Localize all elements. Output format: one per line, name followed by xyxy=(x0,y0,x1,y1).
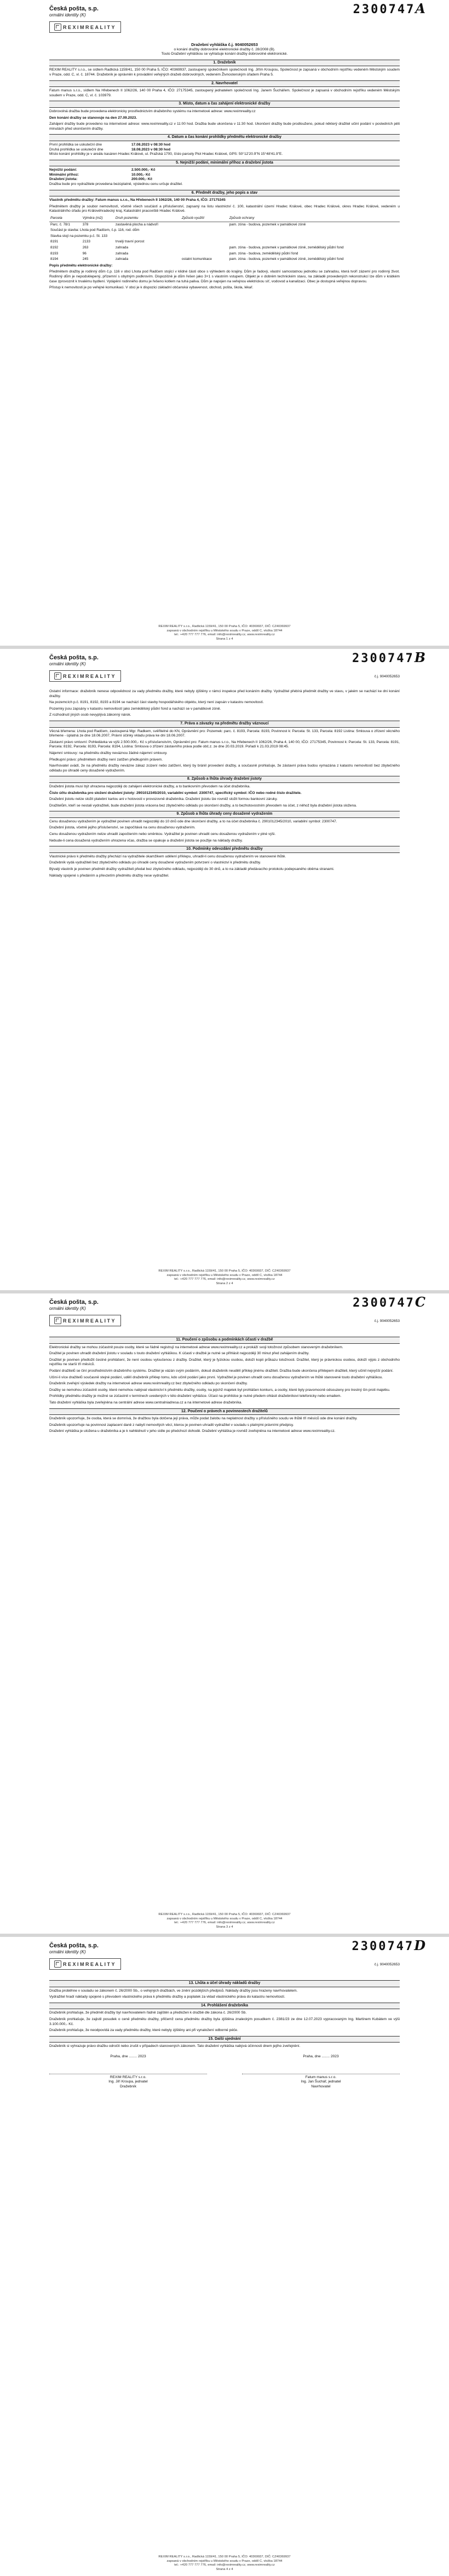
page-suffix: D xyxy=(414,1937,427,1953)
document-number: 2300747D xyxy=(352,1937,427,1953)
section-heading: 5. Nejnižší podání, minimální příhoz a dražební jistota xyxy=(49,160,400,167)
paragraph: Dražebník zveřejní výsledek dražby na internetové adrese www.reximreality.cz bez zbytečného odkladu po skončení dražby. xyxy=(49,1382,248,1386)
paragraph: Dražební jistota, včetně jejího příslušenství, se započítává na cenu dosaženou vydražením. xyxy=(49,826,195,830)
page-footer: REXIM REALITY s.r.o., Radlická 1159/41, 150 00 Praha 5, IČO: 40369937, DIČ: CZ40369937 zapsaná v obchodním rejstříku u Městského soudu v Praze, oddíl C, vložka 18744 tel.: +420 777 777 776, email: info@reximreality.cz, www.reximreality.cz Strana 3 z 4 xyxy=(0,1913,449,1929)
page-ref: č.j. 9040052653 xyxy=(374,1963,400,1966)
section-heading: 11. Poučení o způsobu a podmínkách účasti v dražbě xyxy=(49,1337,400,1344)
paragraph: Dražitel je povinen uhradit dražební jistotu v souladu s touto dražební vyhláškou. K účasti v dražbě je nutné se přihlásit nejpozději 30 minut před zahájením dražby. xyxy=(49,1351,309,1356)
page-suffix: B xyxy=(414,649,427,665)
dept-name: ormálni identity (K) xyxy=(49,1306,86,1311)
paragraph: Nájemní smlouvy: na předmětu dražby neváznou žádné nájemní smlouvy. xyxy=(49,751,168,755)
paragraph: Předmětem dražby je soubor nemovitostí, včetně všech součástí a příslušenství, zapsaný na listu vlastnictví č. 100, katastrální území Hradec Králové, obec Hradec Králové, okres Hradec Králové, vedeném u Katastrálního úřadu pro Královéhradecký kraj, Katastrální pracoviště Hradec Králové. xyxy=(49,204,400,213)
page-ref: č.j. 9040052653 xyxy=(374,1319,400,1323)
value: 10.000,- Kč xyxy=(131,172,151,177)
page-footer: REXIM REALITY s.r.o., Radlická 1159/41, 150 00 Praha 5, IČO: 40369937, DIČ: CZ40369937 zapsaná v obchodním rejstříku u Městského soudu v Praze, oddíl C, vložka 18744 tel.: +420 777 777 776, email: info@reximreality.cz, www.reximreality.cz Strana 1 z 4 xyxy=(0,625,449,641)
paragraph: Prohlídky předmětu dražby je možné se zúčastnit v termínech uvedených v této dražební vyhlášce. Účast na prohlídce je nutné předem ohlásit dražebníkovi telefonicky nebo emailem. xyxy=(49,1394,342,1399)
org-name: Česká pošta, s.p. xyxy=(49,1299,99,1306)
page-header xyxy=(49,1,427,40)
section-heading: 6. Předmět dražby, jeho popis a stav xyxy=(49,190,400,197)
section-heading: 10. Podmínky odevzdání předmětu dražby xyxy=(49,846,400,853)
dept-name: ormálni identity (K) xyxy=(49,13,86,18)
paragraph: Dražitelům, kteří se nestali vydražiteli, bude dražební jistota vrácena bez zbytečného odkladu po skončení dražby, a to bezhotovostním převodem na účet, z něhož byla dražební jistota složena. xyxy=(49,803,357,808)
column-header: Způsob ochrany xyxy=(228,216,400,222)
place-date: Praha, dne ........ 2023 xyxy=(110,2054,146,2058)
paragraph: Náklady spojené s předáním a převzetím předmětu dražby nese vydražitel. xyxy=(49,873,169,878)
paragraph: Popis předmětu elektronické dražby: xyxy=(49,263,113,268)
paragraph: Cenu dosaženou vydražením je vydražitel povinen uhradit nejpozději do 10 dnů ode dne skončení dražby, a to na účet dražebníka č. 2901012345/2010, variabilní symbol: 2300747. xyxy=(49,819,337,823)
paragraph: Dražební jistota musí být uhrazena nejpozději do zahájení elektronické dražby, a to bankovním převodem na účet dražebníka. xyxy=(49,784,251,788)
section-heading: 13. Lhůta a účel úhrady nákladů dražby xyxy=(49,1980,400,1987)
paragraph: Místo konání prohlídky je v areálu kasáren Hradec Králové, ul. Pražská 1700, číslo parcely Plot Hradec Králové, GPS: 50°12'20.9"N 15°48'41.9"E. xyxy=(49,152,283,156)
page-4 xyxy=(0,1937,449,2576)
value: 200.000,- Kč xyxy=(131,177,153,182)
value: 18.08.2023 v 08:30 hod xyxy=(131,147,171,152)
paragraph: Fatum manus s.r.o., sídlem Na Hřebenech II 1062/26, 140 00 Praha 4, IČO: 27175345, zastoupený jednatelem společnosti Ing. Janem Šuchářem. Společnost je zapsaná v obchodním rejstříku vedeném Městským soudem v Praze, odd. C, vl. č. 103979. xyxy=(49,89,400,97)
paragraph: Navrhovatel uvádí, že na předmětu dražby nevázne zákaz zcizení nebo zatížení, který by bránil provedení dražby, a současně prohlašuje, že zástavní práva budou vymazána z katastru nemovitostí bez zbytečného odkladu po úhradě ceny dosažené vydražením. xyxy=(49,764,400,773)
value: 17.08.2023 v 08:30 hod xyxy=(131,142,171,147)
paragraph: Den konání dražby se stanovuje na den 27.09.2023. xyxy=(49,115,137,120)
section-heading: 8. Způsob a lhůta úhrady dražební jistoty xyxy=(49,776,400,783)
dept-name: ormálni identity (K) xyxy=(49,1950,86,1954)
paragraph: Dražebník vydá vydražiteli bez zbytečného odkladu po úhradě ceny dosažené vydražením potvrzení o vlastnictví k předmětu dražby. xyxy=(49,861,261,865)
section-heading: 12. Poučení o právech a povinnostech dražitelů xyxy=(49,1408,400,1415)
page-suffix: C xyxy=(415,1294,427,1310)
signature-dražebník: Praha, dne ........ 2023 REXIM REALITY s.r.o. Ing. Jiří Kroupa, jednatel Dražebník xyxy=(49,2055,207,2089)
paragraph: Na pozemcích p.č. 8191, 8192, 8193 a 8194 se nachází část stavby hospodářského objektu, který není zapsán v katastru nemovitostí. xyxy=(49,700,264,705)
paragraph: Zástavní právo smluvní: Pohledávka ve výši 2.500.000,- Kč s příslušenstvím, Oprávnění pro: Fatum manus s.r.o., Na Hřebenech II 1062/26, Praha 4, 140 00, IČO: 27175345, Povinnost k: Parcela: St. 133, Parcela: 8191, Parcela: 8192, Parcela: 8193, Parcela: 8194, Listina: Smlouva o zřízení zástavního práva podle obč.z. ze dne 20.03.2019. Pořadí k 21.03.2019 08:45. xyxy=(49,740,400,749)
document-number: 2300747A xyxy=(353,1,427,16)
label: První prohlídka se uskuteční dne xyxy=(49,142,102,147)
table-row: 8193 96 zahrada pam. zóna - budova, zemědělský půdní fond xyxy=(50,251,298,256)
label: Minimální příhoz: xyxy=(49,172,79,177)
company-logo: REXIMREALITY xyxy=(49,1958,121,1970)
section-heading: 9. Způsob a lhůta úhrady ceny dosažené vydražením xyxy=(49,811,400,818)
section-heading: 1. Dražebník xyxy=(49,60,400,67)
company-logo: REXIMREALITY xyxy=(49,21,121,33)
paragraph: Dražba bude pro vydražitele provedena bezúplatně, výslednou cenu určuje dražitel. xyxy=(49,182,183,187)
table-row: 8192 263 zahrada pam. zóna - budova, pozemek v památkové zóně, zemědělský půdní fond xyxy=(50,246,344,250)
paragraph: Dražitel je povinen předložit čestné prohlášení, že není osobou vyloučenou z dražby. Dražitel, který je fyzickou osobou, doloží kopii průkazu totožnosti. Dražitel, který je právnickou osobou, doloží výpis z obchodního rejstříku ne starší tří měsíců. xyxy=(49,1357,400,1367)
paragraph: Dražba proběhne v souladu se zákonem č. 26/2000 Sb., o veřejných dražbách, ve znění pozdějších předpisů. Náklady dražby jsou hrazeny navrhovatelem. xyxy=(49,1988,298,1993)
paragraph: Číslo účtu dražebníka pro složení dražební jistoty: 2901012345/2010, variabilní symbol: 2300747, specifický symbol: IČO nebo rodné číslo dražitele. xyxy=(49,791,302,795)
section-heading: 15. Další ujednání xyxy=(49,2036,400,2043)
table-row: 8191 2133 trvalý travní porost xyxy=(50,240,145,244)
paragraph: Dražebník upozorňuje, že osoba, která se domnívá, že dražbou byla dotčena její práva, může podat žalobu na neplatnost dražby u příslušného soudu ve lhůtě tří měsíců ode dne konání dražby. xyxy=(49,1417,358,1421)
paragraph: Vlastník předmětu dražby: Fatum manus s.r.o., Na Hřebenech II 1062/26, 140 00 Praha 4, IČO: 27175345 xyxy=(49,198,226,202)
paragraph: Dražebník prohlašuje, že zajistil posudek o ceně předmětu dražby, přičemž cena předmětu dražby byla zjištěna znaleckým posudkem č. 2381/23 ze dne 12.07.2023 vypracovaným Ing. Martinem Kubátem ve výši 3.100.000,- Kč. xyxy=(49,2017,400,2026)
org-name: Česká pošta, s.p. xyxy=(49,654,99,661)
column-header: Parcela xyxy=(49,216,82,222)
signature-block xyxy=(49,2055,400,2089)
table-row: 8194 245 zahrada ostatní komunikace pam. zóna - budova, pozemek v památkové zóně, zemědělský půdní fond xyxy=(50,257,344,262)
table-row: Parc. č. 78/1 378 zastavěná plocha a nádvoří pam. zóna - budova, pozemek v památkové zóně xyxy=(50,222,306,227)
table-row: Součást je stavba: Lhota pod Radčem, č.p. 116, rod. dům xyxy=(50,228,140,233)
page-header xyxy=(49,649,427,689)
section-heading: 3. Místo, datum a čas zahájení elektronické dražby xyxy=(49,101,400,108)
org-name: Česká pošta, s.p. xyxy=(49,5,99,12)
paragraph: Předmětem dražby je rodinný dům č.p. 116 v obci Lhota pod Radčem stojící v klidné části obce s výhledem do krajiny. Dům je řadový, vlastní samostatnou jednotku se zahradou, která tvoří zázemí pro rodinný život. Rodinný dům je nepodsklepený, přízemní s obytným podkrovím. Dispozičně je dům řešen jako 3+1 s vlastním vstupem. Objekt je v dobrém technickém stavu, na základě provedených rekonstrukcí lze dům v krátkém čase zprovoznit k trvalému bydlení. Vytápění rodinného domu je řešeno kotlem na tuhá paliva. Dům je napojen na veřejnou elektrickou síť, vodovod a kanalizaci. Obec je dostupná veřejnou dopravou. xyxy=(49,270,400,283)
paragraph: Cenu dosaženou vydražením nelze uhradit započtením nebo směnkou. Vydražitel je povinen uhradit cenu dosaženou vydražením v plné výši. xyxy=(49,832,276,837)
page-number: Strana 2 z 4 xyxy=(216,1281,233,1285)
place-date: Praha, dne ........ 2023 xyxy=(303,2054,339,2058)
paragraph: Dražebník si vyhrazuje právo dražbu odročit nebo zrušit v případech stanovených zákonem. Tato dražební vyhláška nabývá účinnosti dnem jejího zveřejnění. xyxy=(49,2044,301,2049)
page-1 xyxy=(0,0,449,646)
table-row: Stavba stojí na pozemku p.č. St. 133 xyxy=(50,234,108,238)
paragraph: Ostatní informace: dražebník nenese odpovědnost za vady předmětu dražby, které nebyly zjištěny v rámci inspekce před konáním dražby. Vydražitel přebírá předmět dražby ve stavu, v jakém se nachází ke dni konání dražby. xyxy=(49,689,400,698)
dept-name: ormálni identity (K) xyxy=(49,662,86,666)
page-ref: č.j. 9040052653 xyxy=(374,675,400,678)
paragraph: Vlastnické právo k předmětu dražby přechází na vydražitele okamžikem udělení příklepu, uhradil-li cenu dosaženou vydražením ve stanovené lhůtě. xyxy=(49,854,286,858)
page-header xyxy=(49,1937,427,1977)
paragraph: Dražební vyhláška je uložena u dražebníka a je k nahlédnutí v jeho sídle po předchozí dohodě. Dražební vyhláška je rovněž zveřejněna na internetové adrese www.reximreality.cz. xyxy=(49,1429,336,1434)
section-heading: 7. Práva a závazky na předmětu dražby váznoucí xyxy=(49,721,400,728)
column-header: Způsob využití xyxy=(181,216,228,222)
value: 2.500.000,- Kč xyxy=(131,168,156,172)
page-suffix: A xyxy=(415,1,427,16)
column-header: Druh pozemku xyxy=(114,216,181,222)
page-header xyxy=(49,1294,427,1334)
paragraph: Elektronické dražby se mohou zúčastnit pouze osoby, které se řádně registrují na internetové adrese www.reximreality.cz a prokáží svoji totožnost způsobem stanoveným dražebníkem. xyxy=(49,1345,343,1349)
page-footer: REXIM REALITY s.r.o., Radlická 1159/41, 150 00 Praha 5, IČO: 40369937, DIČ: CZ40369937 zapsaná v obchodním rejstříku u Městského soudu v Praze, oddíl C, vložka 18744 tel.: +420 777 777 776, email: info@reximreality.cz, www.reximreality.cz Strana 4 z 4 xyxy=(0,2555,449,2572)
section-heading: 2. Navrhovatel xyxy=(49,80,400,88)
plots-table xyxy=(49,216,400,263)
company-logo: REXIMREALITY xyxy=(49,670,121,682)
page-number: Strana 4 z 4 xyxy=(216,2567,233,2571)
paragraph: Dražební jistotu nelze složit platební kartou ani v hotovosti v provozovně dražebníka. Dražební jistotu lze rovněž složit formou bankovní záruky. xyxy=(49,797,278,802)
label: Druhá prohlídka se uskuteční dne xyxy=(49,147,103,152)
paragraph: Dobrovolná dražba bude provedena elektronicky prostřednictvím dražebního systému na internetové adrese: www.reximreality.cz xyxy=(49,109,256,113)
section-heading: 14. Prohlášení dražebníka xyxy=(49,2003,400,2010)
paragraph: Věcná břemena: Lhota pod Radčem, zastoupená Mgr. Radkem, svěřitelné do KN, Oprávnění pro: Pozemek: parc. č. 8193, Parcela: 8193, Povinnost k: Parcela: St. 133, Parcela: 8192 Listina: Smlouva o zřízení věcného břemene - úplatná ze dne 18.06.2007, Právní účinky vkladu práva ke dni 18.06.2007. xyxy=(49,729,400,738)
paragraph: Tato dražební vyhláška byla zveřejněna na centrální adrese www.centralniadresa.cz a na internetové adrese dražebníka. xyxy=(49,1400,243,1405)
paragraph: Přístup k nemovitosti je po veřejné komunikaci. V obci je k dispozici základní občanská vybavenost, obchod, pošta, škola, lékař. xyxy=(49,286,254,290)
page-number: Strana 1 z 4 xyxy=(216,637,233,641)
paragraph: Z rozhodnutí jiných osob nevyplývá zákonný nárok. xyxy=(49,713,131,717)
label: Nejnižší podání: xyxy=(49,168,77,172)
page-2 xyxy=(0,649,449,1290)
label: Dražební jistota: xyxy=(49,177,78,182)
org-name: Česká pošta, s.p. xyxy=(49,1942,99,1949)
paragraph: Zahájení dražby bude provedeno na internetové adrese: www.reximreality.cz v 11:00 hod. Dražba bude ukončena v 11:30 hod. Ukončení dražby bude prodlouženo, pokud některý dražitel učiní podání v posledních pěti minutách před ukončením dražby. xyxy=(49,122,400,131)
paragraph: Vydražitel hradí náklady spojené s převodem vlastnického práva k předmětu dražby a poplatek za vklad vlastnického práva do katastru nemovitostí. xyxy=(49,1995,285,1999)
paragraph: Učiní-li více dražitelů současně stejné podání, udělí dražebník příklep tomu, kdo učinil podání jako první. Vydražitel je povinen uhradit cenu dosaženou vydražením ve lhůtě stanovené touto dražební vyhláškou. xyxy=(49,1375,383,1379)
section-heading: 4. Datum a čas konání prohlídky předmětu elektronické dražby xyxy=(49,134,400,141)
column-header: Výměra (m2) xyxy=(82,216,114,222)
paragraph: Pozemky jsou zapsány v katastru nemovitostí jako zemědělský půdní fond a nachází se v památkové zóně. xyxy=(49,706,221,711)
paragraph: Dražebník prohlašuje, že předmět dražby byl navrhovatelem řádně zajištěn a předložen k dražbě dle zákona č. 26/2000 Sb. xyxy=(49,2011,247,2015)
document-title: Dražební vyhláška č.j. 9040052653 o konání dražby dobrovolné elektronické dražby č. 28/2008 (B). Touto Dražební vyhláškou se vyhlašuje konání dražby dobrovolné elektronické. xyxy=(161,42,288,56)
paragraph: Dražby se nemohou zúčastnit osoby, které nemohou nabývat vlastnictví k předmětu dražby, osoby, na jejichž majetek byl prohlášen konkurs, a osoby, které byly pravomocně odsouzeny pro trestný čin proti majetku. xyxy=(49,1388,390,1392)
paragraph: REXIM REALITY s.r.o., se sídlem Radlická 1159/41, 150 00 Praha 5, IČO: 40369937, zastoupený společníkem společnosti Ing. Jiřím Kroupou, Společnost je zapsaná v obchodním rejstříku vedeném Městským soudem v Praze, odd. C, vl. č. 18744. Dražebník je oprávněn k provádění veřejných dražeb dobrovolných, vedeném Živnostenským úřadem Praha 5. xyxy=(49,68,400,77)
paragraph: Dražebník prohlašuje, že neodpovídá za vady předmětu dražby, které nebyly zjištěny ani při vynaložení odborné péče. xyxy=(49,2028,238,2033)
company-logo: REXIMREALITY xyxy=(49,1315,121,1326)
page-3 xyxy=(0,1293,449,1934)
document-number: 2300747B xyxy=(352,649,427,665)
document-number: 2300747C xyxy=(353,1294,427,1310)
paragraph: Podání dražitelů se činí prostřednictvím dražebního systému. Dražitel je vázán svým podáním, dokud dražebník neudělí příklep jinému dražiteli. Dražba bude ukončena příklepem dražiteli, který učinil nejvyšší podání. xyxy=(49,1368,394,1373)
signature-navrhovatel: Praha, dne ........ 2023 Fatum manus s.r.o. Ing. Jan Šuchář, jednatel Navrhovatel xyxy=(242,2055,400,2089)
page-number: Strana 3 z 4 xyxy=(216,1925,233,1929)
paragraph: Předkupní právo: předmětem dražby není zatížen předkupním právem. xyxy=(49,757,163,762)
paragraph: Bývalý vlastník je povinen předmět dražby vydražiteli předat bez zbytečného odkladu, nejpozději do 30 dnů, a to na základě předávacího protokolu podepsaného oběma stranami. xyxy=(49,867,335,872)
paragraph: Nebude-li cena dosažená vydražením uhrazena včas, dražba se opakuje a dražební jistota se použije na náklady dražby. xyxy=(49,838,243,843)
paragraph: Dražebník upozorňuje na povinnost zaplacení daně z nabytí nemovitých věcí, kterou je povinen uhradit vydražitel v souladu s platnými právními předpisy. xyxy=(49,1423,294,1427)
page-footer: REXIM REALITY s.r.o., Radlická 1159/41, 150 00 Praha 5, IČO: 40369937, DIČ: CZ40369937 zapsaná v obchodním rejstříku u Městského soudu v Praze, oddíl C, vložka 18744 tel.: +420 777 777 776, email: info@reximreality.cz, www.reximreality.cz Strana 2 z 4 xyxy=(0,1269,449,1286)
